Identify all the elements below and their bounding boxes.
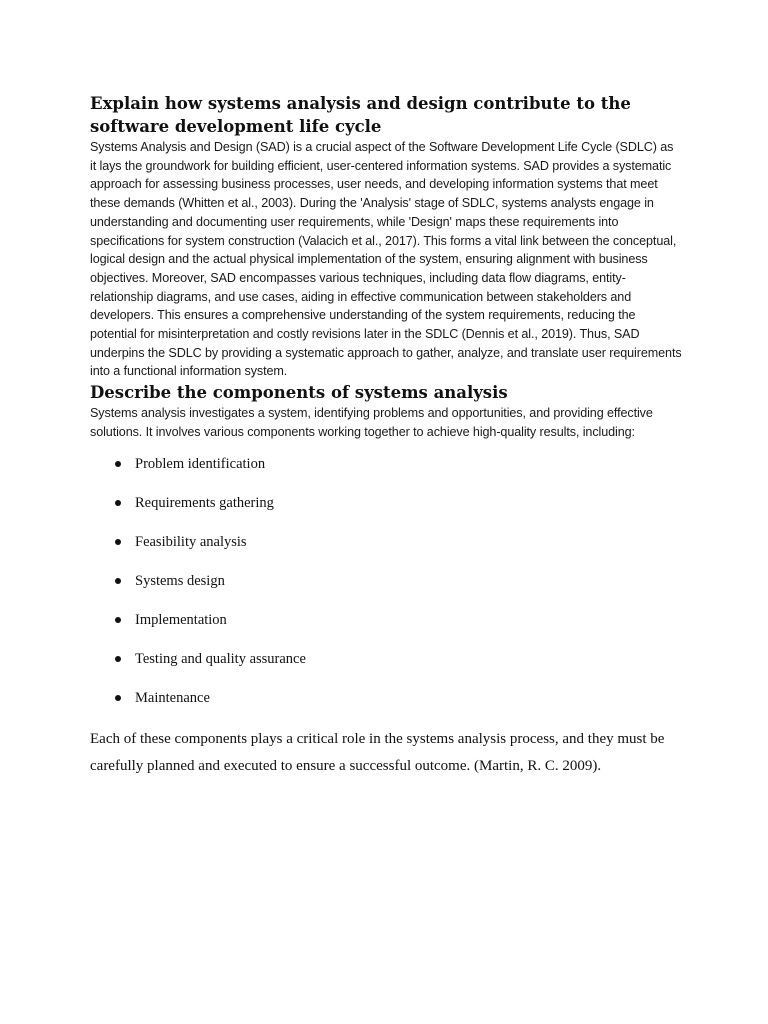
list-item-label: Implementation [135, 611, 227, 628]
section-heading-components: Describe the components of systems analysis [90, 383, 508, 403]
components-list [90, 454, 682, 727]
list-item [90, 454, 682, 493]
section-heading-sdlc: Explain how systems analysis and design contribute to the software development life cycle [90, 94, 631, 136]
list-item-label: Systems design [135, 572, 225, 589]
bullet-icon [115, 695, 121, 701]
list-item-label: Maintenance [135, 689, 210, 706]
bullet-icon [115, 461, 121, 467]
list-item [90, 571, 682, 610]
bullet-icon [115, 578, 121, 584]
list-item [90, 610, 682, 649]
list-item-label: Requirements gathering [135, 494, 274, 511]
list-item [90, 493, 682, 532]
list-item-label: Testing and quality assurance [135, 650, 306, 667]
bullet-icon [115, 656, 121, 662]
list-item [90, 649, 682, 688]
bullet-icon [115, 539, 121, 545]
list-item [90, 688, 682, 727]
list-item [90, 532, 682, 571]
closing-paragraph: Each of these components plays a critical role in the systems analysis process, and they must be carefully planned and executed to ensure a successful outcome. (Martin, R. C. 2009). [90, 730, 665, 774]
bullet-icon [115, 500, 121, 506]
section-paragraph-sdlc: Systems Analysis and Design (SAD) is a crucial aspect of the Software Development Life Cycle (SDLC) as it lays the groundwork for building efficient, user-centered information systems. SAD provides a systematic approach for assessing business processes, user needs, and developing information systems that meet these demands (Whitten et al., 2003). During the 'Analysis' stage of SDLC, systems analysts engage in understanding and documenting user requirements, while 'Design' maps these requirements into specifications for system construction (Valacich et al., 2017). This forms a vital link between the conceptual, logical design and the actual physical implementation of the system, ensuring alignment with business objectives. Moreover, SAD encompasses various techniques, including data flow diagrams, entity-relationship diagrams, and use cases, aiding in effective communication between stakeholders and developers. This ensures a comprehensive understanding of the system requirements, reducing the potential for misinterpretation and costly revisions later in the SDLC (Dennis et al., 2019). Thus, SAD underpins the SDLC by providing a systematic approach to gather, analyze, and translate user requirements into a functional information system. [90, 140, 682, 379]
list-item-label: Feasibility analysis [135, 533, 247, 550]
list-item-label: Problem identification [135, 455, 266, 472]
bullet-icon [115, 617, 121, 623]
section-intro-components: Systems analysis investigates a system, identifying problems and opportunities, and providing effective solutions. It involves various components working together to achieve high-quality results, including: [90, 406, 653, 439]
document-content [90, 92, 682, 780]
